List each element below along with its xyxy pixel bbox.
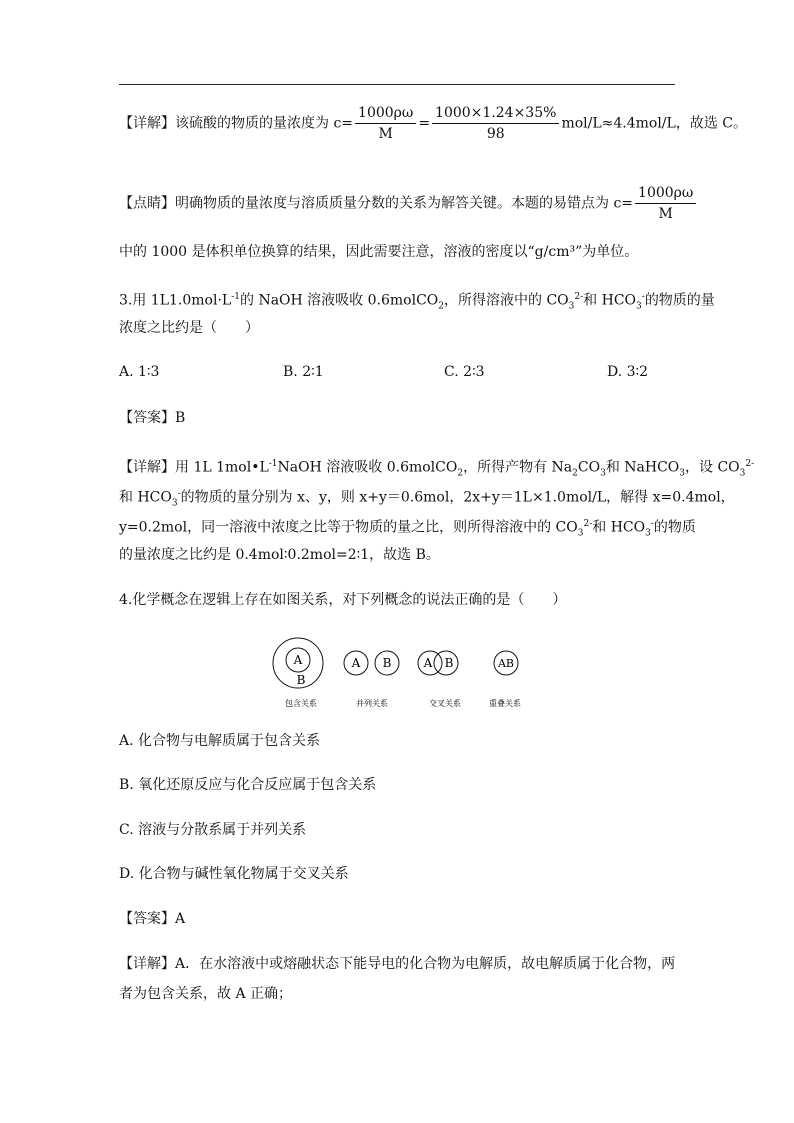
q4-explanation-line-2: 者为包含关系，故 A 正确； xyxy=(119,986,293,1002)
subscript: 3 xyxy=(577,528,584,539)
intersection-label-a: A xyxy=(423,656,433,670)
q3-text: ，所得产物有 Na xyxy=(463,459,573,476)
xiangjie-tail: mol/L≈4.4mol/L，故选 C。 xyxy=(561,115,747,132)
q3-stem-line-1 xyxy=(119,288,715,315)
fraction-1-denominator: M xyxy=(378,126,393,142)
dianjing-line-2: 中的 1000 是体积单位换算的结果，因此需要注意，溶液的密度以“g/cm³”为单位。 xyxy=(119,244,639,260)
q3-text: y=0.2mol，同一溶液中浓度之比等于物质的量之比，则所得溶液中的 CO xyxy=(119,519,578,536)
dianjing-text: 明确物质的量浓度与溶质质量分数的关系为解答关键。本题的易错点为 c= xyxy=(175,195,634,212)
q3-text: 的物质的量 xyxy=(644,292,715,309)
subscript: 2 xyxy=(438,301,445,312)
q3-text: 和 HCO xyxy=(592,519,646,536)
relationship-diagram xyxy=(268,632,530,714)
intersection-label-b: B xyxy=(444,656,454,670)
q3-text: ，所得溶液中的 CO xyxy=(444,292,569,309)
caption-parallel: 并列关系 xyxy=(356,699,388,708)
superscript: -1 xyxy=(231,292,240,302)
q3-text: NaOH 溶液吸收 0.6molCO xyxy=(277,459,458,476)
q3-option-a: A. 1∶3 xyxy=(119,364,160,380)
dianjing-line xyxy=(119,184,698,223)
parallel-figure xyxy=(344,651,399,675)
q3-text: 和 HCO xyxy=(583,292,637,309)
q4-option-c: C. 溶液与分散系属于并列关系 xyxy=(119,822,307,838)
containment-label-a: A xyxy=(293,653,303,667)
subscript: 2 xyxy=(572,468,578,479)
q4-stem: 4.化学概念在逻辑上存在如图关系，对下列概念的说法正确的是（ ） xyxy=(119,592,567,608)
header-rule xyxy=(119,84,675,85)
caption-intersection: 交叉关系 xyxy=(429,699,461,708)
caption-overlap: 重叠关系 xyxy=(489,699,521,708)
subscript: 3 xyxy=(600,468,606,479)
q3-text: 和 HCO xyxy=(119,489,172,506)
q3-explanation-line-1 xyxy=(119,455,754,482)
fraction-2-denominator: 98 xyxy=(486,126,505,142)
subscript: 3 xyxy=(636,301,642,312)
dianjing-fraction-numerator: 1000ρω xyxy=(635,184,696,204)
containment-figure xyxy=(273,638,323,688)
overlap-label-ab: AB xyxy=(497,657,515,670)
overlap-figure xyxy=(494,651,518,675)
subscript: 3 xyxy=(171,498,178,509)
caption-containment: 包含关系 xyxy=(285,699,317,708)
q3-option-b: B. 2∶1 xyxy=(283,364,324,380)
q3-explanation-line-3 xyxy=(119,515,696,542)
q4-option-d: D. 化合物与碱性氧化物属于交叉关系 xyxy=(119,866,349,882)
q3-explanation-tag: 【详解】 xyxy=(119,459,175,476)
q3-text: CO xyxy=(577,459,601,476)
containment-label-b: B xyxy=(296,673,306,687)
q3-text: 和 NaHCO xyxy=(605,459,680,476)
parallel-label-a: A xyxy=(351,656,361,670)
q3-answer: 【答案】B xyxy=(119,410,186,426)
q3-text: 3.用 1L1.0mol·L xyxy=(119,292,232,309)
superscript: 2- xyxy=(745,459,755,469)
q3-option-d: D. 3∶2 xyxy=(607,364,649,380)
subscript: 3 xyxy=(645,528,651,539)
fraction-1-numerator: 1000ρω xyxy=(355,104,416,124)
equals-sign: = xyxy=(418,115,431,132)
q3-option-c: C. 2∶3 xyxy=(444,364,485,380)
q3-text: 用 1L 1mol•L xyxy=(175,459,269,476)
q3-text: 的物质 xyxy=(653,519,696,536)
q3-explanation-line-4: 的量浓度之比约是 0.4mol∶0.2mol=2∶1，故选 B。 xyxy=(119,547,440,563)
q3-text: 的 NaOH 溶液吸收 0.6molCO xyxy=(240,292,439,309)
superscript: 2- xyxy=(583,519,593,529)
subscript: 3 xyxy=(679,468,685,479)
xiangjie-tag: 【详解】 xyxy=(119,115,175,132)
dianjing-fraction-denominator: M xyxy=(658,206,673,222)
subscript: 3 xyxy=(568,301,575,312)
q4-answer: 【答案】A xyxy=(119,911,186,927)
superscript: - xyxy=(641,292,645,302)
q4-option-b: B. 氧化还原反应与化合反应属于包含关系 xyxy=(119,777,377,793)
superscript: -1 xyxy=(268,459,278,469)
q3-text: ，设 CO xyxy=(685,459,740,476)
q3-text: 的物质的量分别为 x、y，则 x+y＝0.6mol，2x+y＝1L×1.0mol/L，解得 x=0.4mol， xyxy=(180,489,735,506)
superscript: 2- xyxy=(574,292,584,302)
q4-explanation-line-1: 【详解】A．在水溶液中或熔融状态下能导电的化合物为电解质，故电解质属于化合物，两 xyxy=(119,956,676,972)
intersection-figure xyxy=(418,651,458,675)
parallel-label-b: B xyxy=(382,656,392,670)
q3-stem-line-2: 浓度之比约是（ ） xyxy=(119,320,259,336)
q4-option-a: A. 化合物与电解质属于包含关系 xyxy=(119,733,321,749)
fraction-2-numerator: 1000×1.24×35% xyxy=(432,104,559,124)
q3-explanation-line-2 xyxy=(119,485,735,512)
superscript: - xyxy=(177,489,181,499)
xiangjie-lead: 该硫酸的物质的量浓度为 c= xyxy=(175,115,354,132)
subscript: 2 xyxy=(457,468,464,479)
dianjing-fraction xyxy=(635,184,696,223)
subscript: 3 xyxy=(739,468,746,479)
xiangjie-formula-line xyxy=(119,104,747,143)
superscript: - xyxy=(650,519,654,529)
relationship-diagram-svg xyxy=(268,632,530,714)
fraction-1 xyxy=(355,104,416,143)
dianjing-tag: 【点睛】 xyxy=(119,195,175,212)
fraction-2 xyxy=(432,104,559,143)
